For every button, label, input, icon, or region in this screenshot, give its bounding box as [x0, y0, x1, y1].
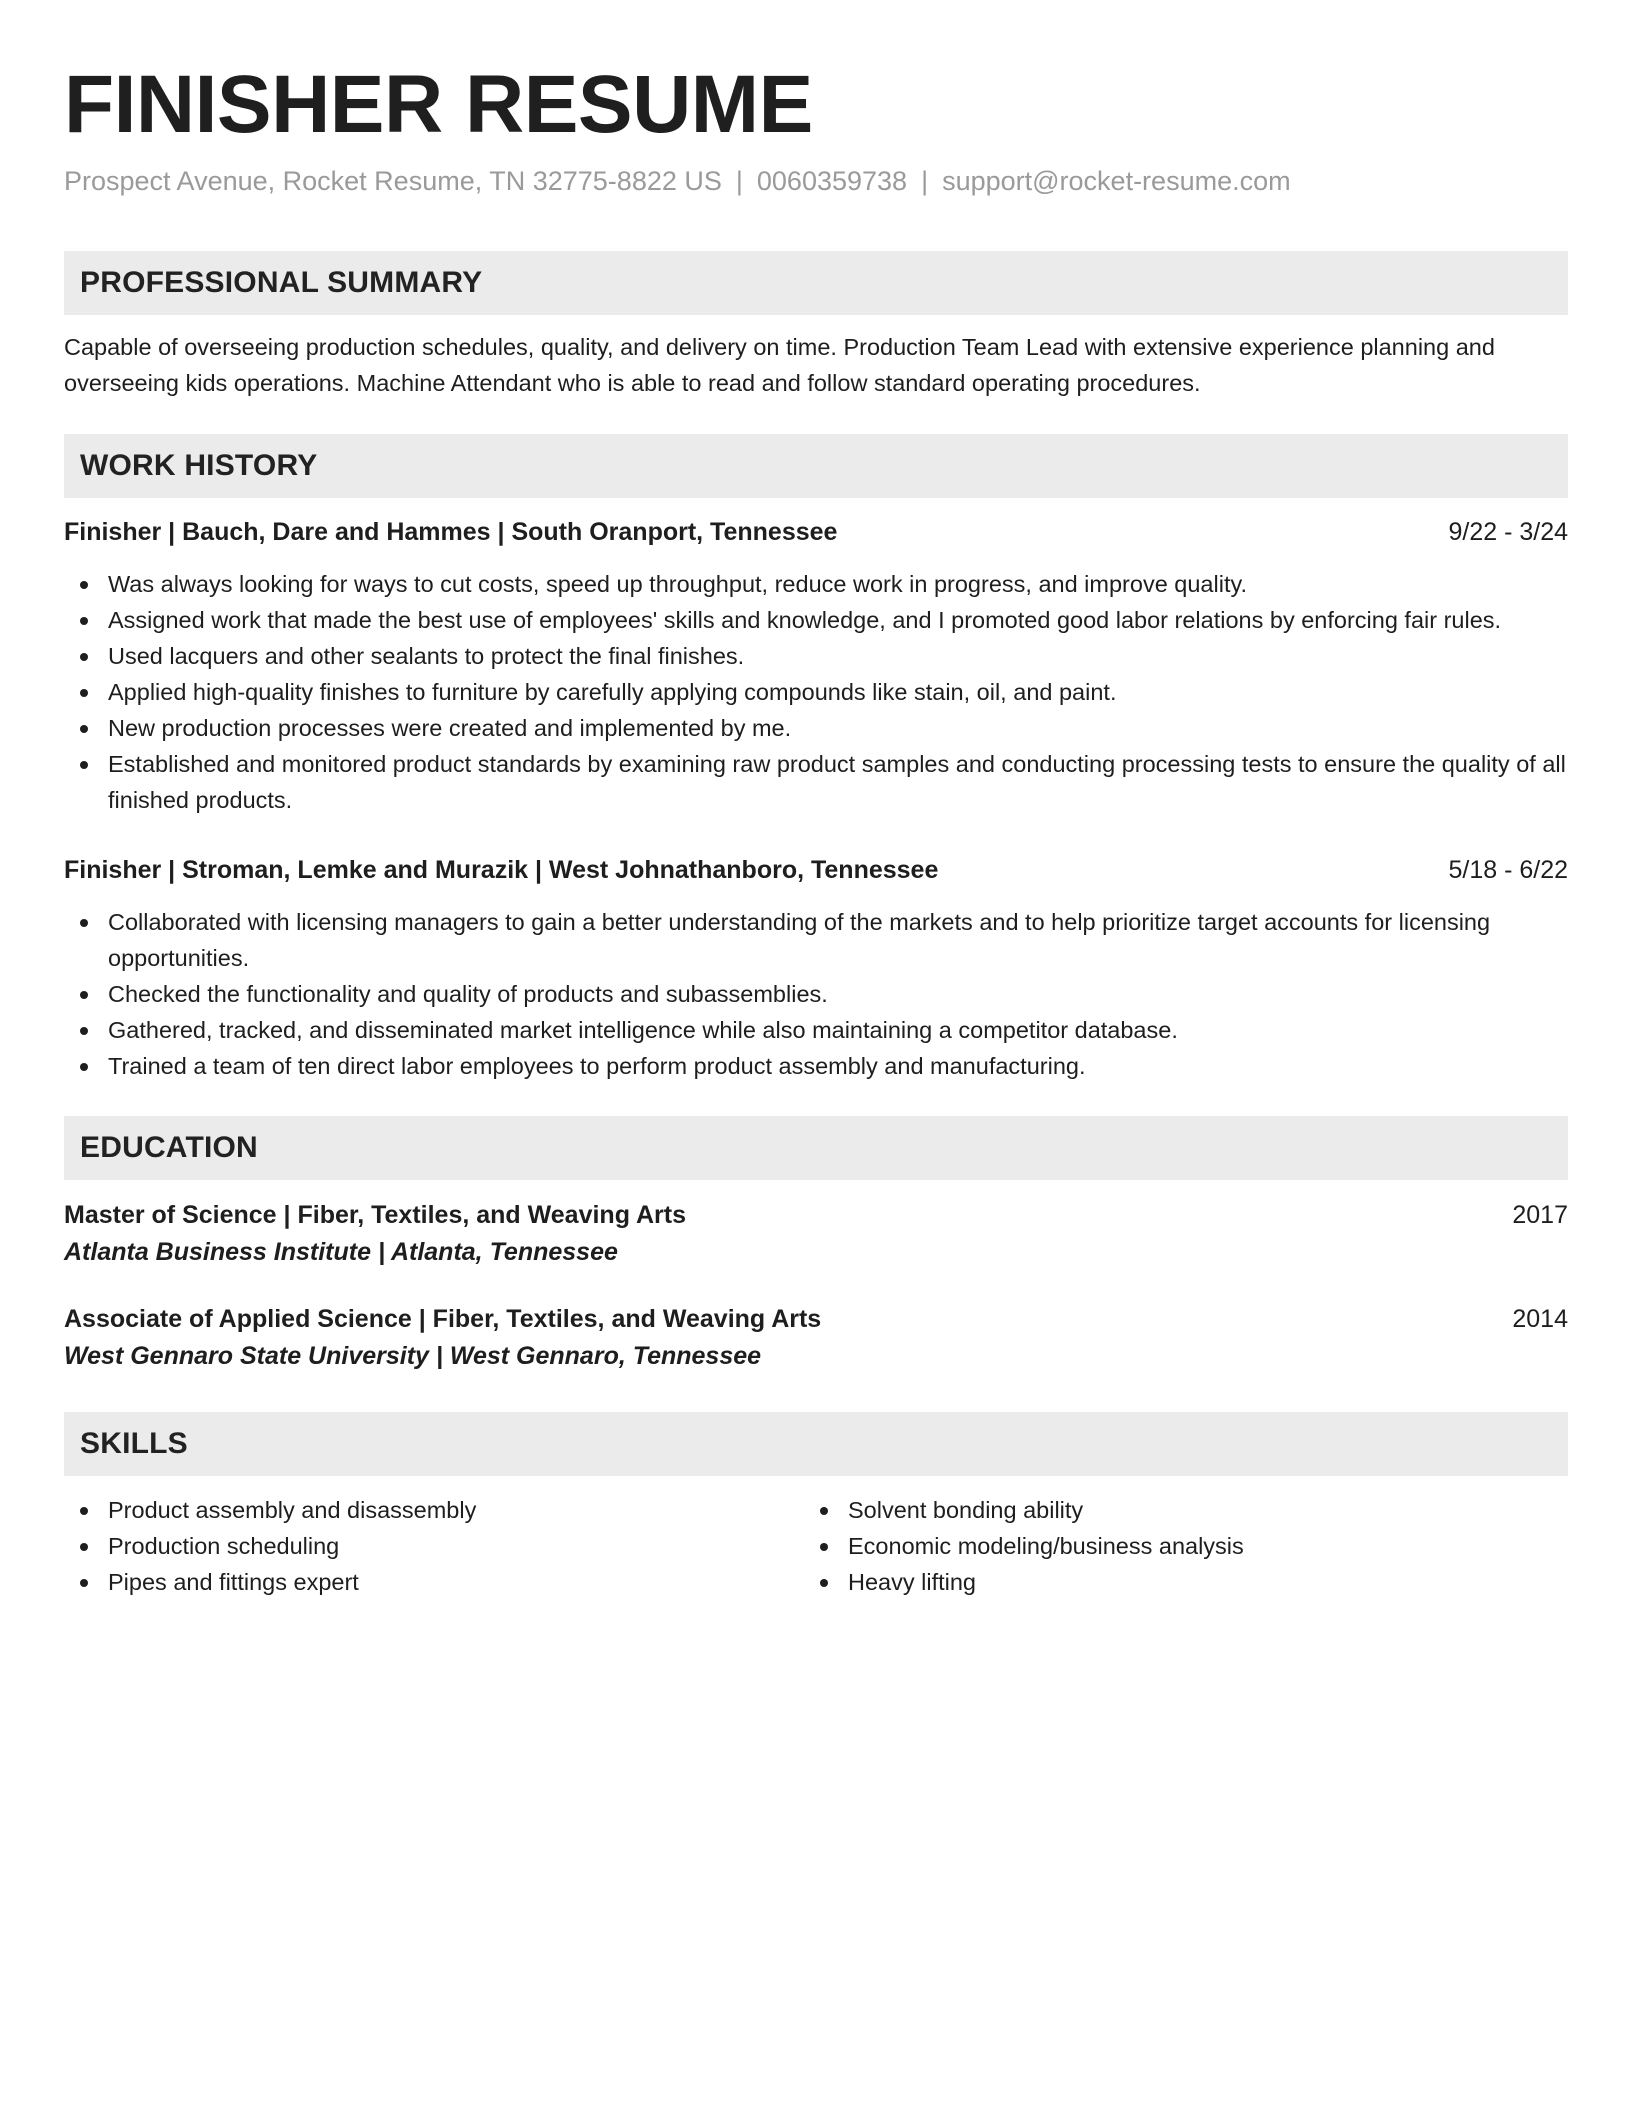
education-entry [64, 1197, 1568, 1271]
job-bullet: Established and monitored product standards by examining raw product samples and conducting processing tests to ensure the quality of all finished products. [64, 746, 1568, 818]
job-bullet: Trained a team of ten direct labor employees to perform product assembly and manufacturing. [64, 1048, 1568, 1084]
education-year: 2014 [1512, 1305, 1568, 1333]
job-bullet: Was always looking for ways to cut costs, speed up throughput, reduce work in progress, and improve quality. [64, 566, 1568, 602]
contact-address: Prospect Avenue, Rocket Resume, TN 32775-8822 US [64, 166, 722, 196]
job-dates: 5/18 - 6/22 [1448, 856, 1568, 884]
section-header-education: EDUCATION [64, 1116, 1568, 1180]
skills-column-left [64, 1492, 804, 1600]
resume-title: FINISHER RESUME [64, 59, 813, 150]
job-entry [64, 852, 1568, 1084]
contact-separator: | [921, 166, 929, 196]
skills-grid [64, 1492, 1568, 1600]
education-degree: Master of Science | Fiber, Textiles, and Weaving Arts [64, 1201, 687, 1229]
contact-phone: 0060359738 [756, 166, 908, 196]
contact-line [64, 164, 1568, 198]
job-title: Finisher | Bauch, Dare and Hammes | South Oranport, Tennessee [64, 518, 838, 546]
education-header [64, 1197, 1568, 1233]
job-header [64, 852, 1568, 888]
skill-item: Pipes and fittings expert [64, 1564, 804, 1600]
section-header-skills: SKILLS [64, 1412, 1568, 1476]
job-dates: 9/22 - 3/24 [1448, 518, 1568, 546]
job-entry [64, 514, 1568, 818]
skill-item: Economic modeling/business analysis [804, 1528, 1544, 1564]
section-header-work-history: WORK HISTORY [64, 434, 1568, 498]
job-bullet: Assigned work that made the best use of employees' skills and knowledge, and I promoted good labor relations by enforcing fair rules. [64, 602, 1568, 638]
job-bullet: Applied high-quality finishes to furniture by carefully applying compounds like stain, oil, and paint. [64, 674, 1568, 710]
job-bullets [64, 904, 1568, 1084]
job-bullet: Checked the functionality and quality of products and subassemblies. [64, 976, 1568, 1012]
job-bullet: Collaborated with licensing managers to gain a better understanding of the markets and to help prioritize target accounts for licensing opportunities. [64, 904, 1568, 976]
skills-column-right [804, 1492, 1544, 1600]
skill-item: Heavy lifting [804, 1564, 1544, 1600]
education-year: 2017 [1512, 1201, 1568, 1229]
section-header-summary: PROFESSIONAL SUMMARY [64, 251, 1568, 315]
summary-text: Capable of overseeing production schedules, quality, and delivery on time. Production Team Lead with extensive experience planning and overseeing kids operations. Machine Attendant who is able to read and follow standard operating procedures. [64, 334, 1495, 396]
job-bullet: Gathered, tracked, and disseminated market intelligence while also maintaining a competitor database. [64, 1012, 1568, 1048]
contact-email: support@rocket-resume.com [942, 166, 1291, 196]
resume-page [64, 0, 1568, 1600]
job-bullets [64, 566, 1568, 818]
job-bullet: Used lacquers and other sealants to protect the final finishes. [64, 638, 1568, 674]
job-header [64, 514, 1568, 550]
job-title: Finisher | Stroman, Lemke and Murazik | West Johnathanboro, Tennessee [64, 856, 939, 884]
education-entry [64, 1301, 1568, 1375]
skill-item: Production scheduling [64, 1528, 804, 1564]
education-header [64, 1301, 1568, 1337]
education-degree: Associate of Applied Science | Fiber, Textiles, and Weaving Arts [64, 1305, 822, 1333]
skill-item: Solvent bonding ability [804, 1492, 1544, 1528]
job-bullet: New production processes were created and implemented by me. [64, 710, 1568, 746]
education-school: West Gennaro State University | West Gennaro, Tennessee [64, 1342, 762, 1370]
contact-separator: | [735, 166, 743, 196]
education-school: Atlanta Business Institute | Atlanta, Tennessee [64, 1238, 618, 1266]
skill-item: Product assembly and disassembly [64, 1492, 804, 1528]
